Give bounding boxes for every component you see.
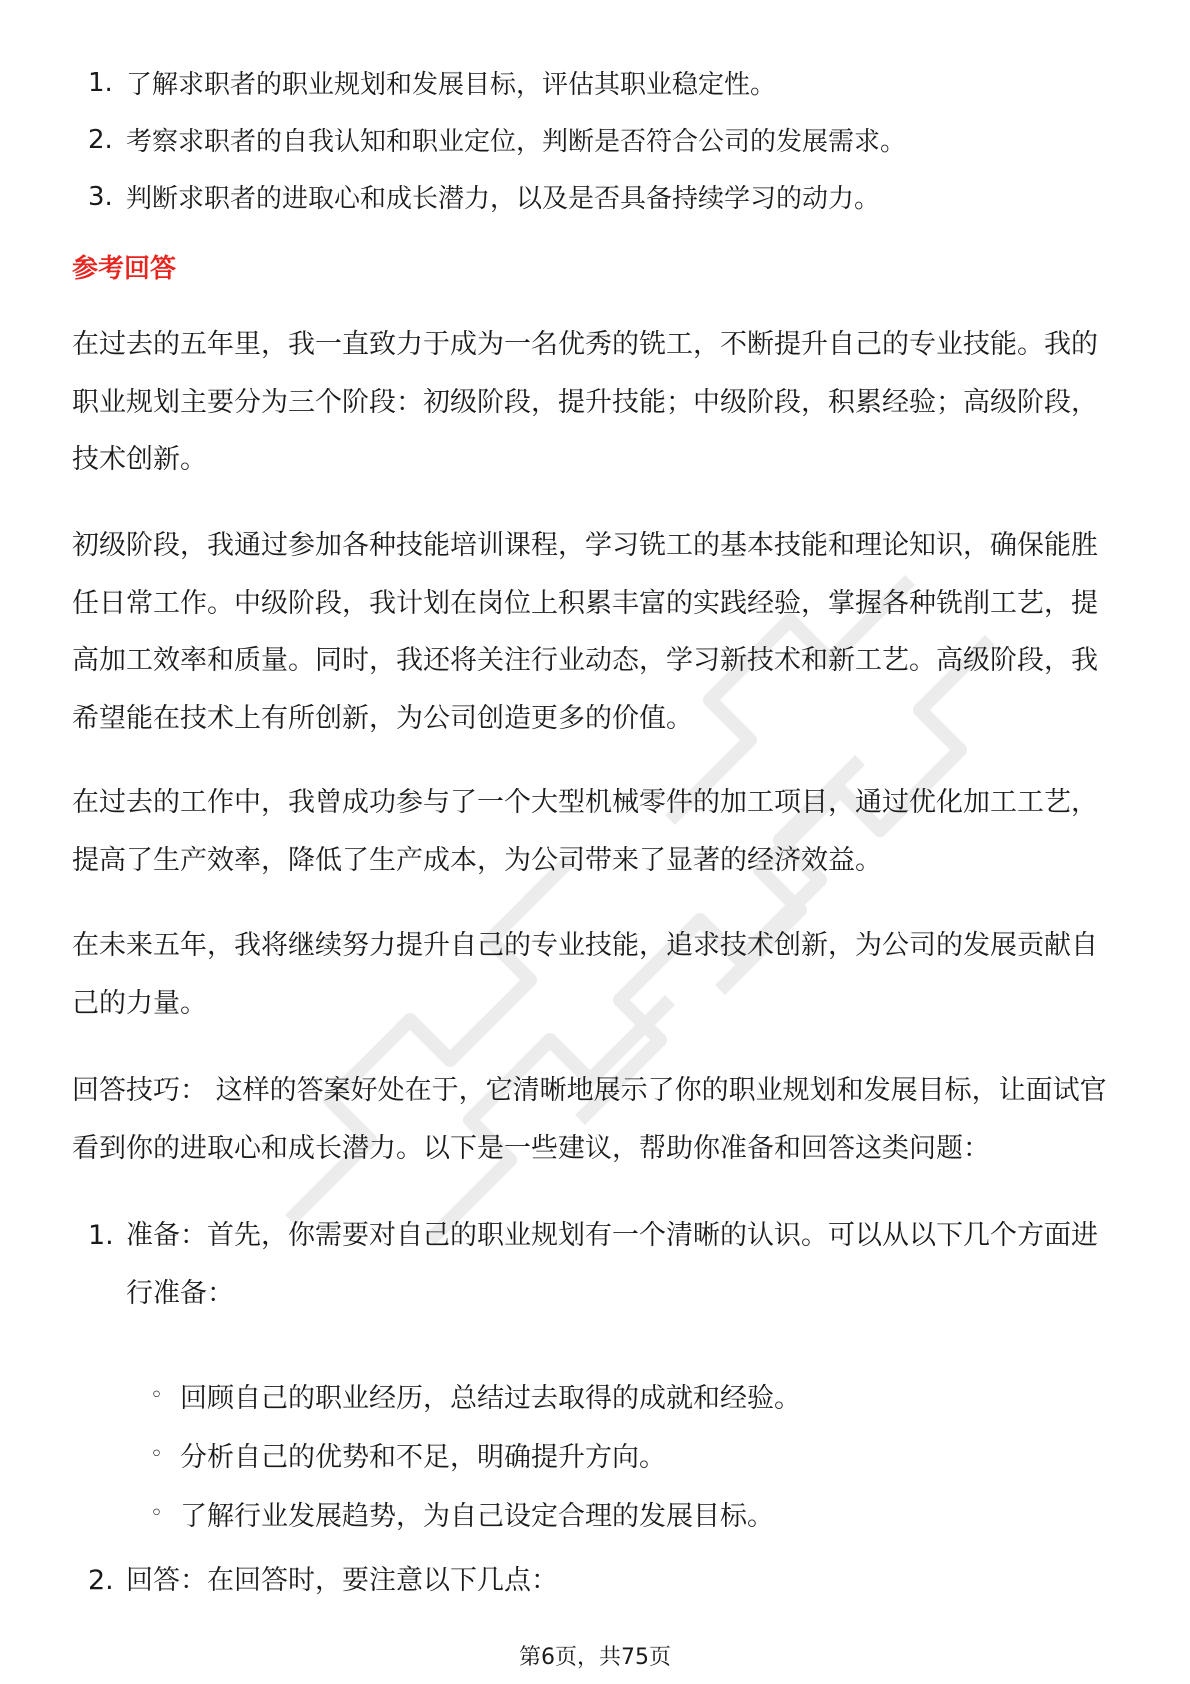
list-number: 2. <box>88 1565 114 1596</box>
list-number: 1. <box>88 67 113 98</box>
list-text: 准备：首先，你需要对自己的职业规划有一个清晰的认识。可以从以下几个方面进行准备： <box>126 1220 1098 1309</box>
objectives-list <box>72 54 1122 225</box>
tips-paragraph: 回答技巧： 这样的答案好处在于，它清晰地展示了你的职业规划和发展目标，让面试官看到你的进取心和成长潜力。以下是一些建议，帮助你准备和回答这类问题： <box>72 1075 1107 1164</box>
list-text: 回答：在回答时，要注意以下几点： <box>126 1565 558 1596</box>
tips-list-item <box>72 1552 1122 1610</box>
bullet-item <box>150 1366 1110 1425</box>
bullet-text: 了解行业发展趋势，为自己设定合理的发展目标。 <box>180 1501 774 1532</box>
bullet-icon: ◦ <box>150 1442 163 1467</box>
list-text: 了解求职者的职业规划和发展目标，评估其职业稳定性。 <box>126 70 777 100</box>
bullet-icon: ◦ <box>150 1383 163 1408</box>
bullet-text: 回顾自己的职业经历，总结过去取得的成就和经验。 <box>180 1383 801 1414</box>
bullet-text: 分析自己的优势和不足，明确提升方向。 <box>180 1442 666 1473</box>
answer-paragraph: 初级阶段，我通过参加各种技能培训课程，学习铣工的基本技能和理论知识，确保能胜任日常工作。中级阶段，我计划在岗位上积累丰富的实践经验，掌握各种铣削工艺，提高加工效率和质量。同时，我还将关注行业动态，学习新技术和新工艺。高级阶段，我希望能在技术上有所创新，为公司创造更多的价值。 <box>72 530 1098 734</box>
list-text: 考察求职者的自我认知和职业定位，判断是否符合公司的发展需求。 <box>126 127 907 157</box>
bullet-icon: ◦ <box>150 1501 163 1526</box>
list-number: 2. <box>88 124 113 155</box>
list-number: 3. <box>88 181 113 212</box>
bullet-item <box>150 1425 1110 1484</box>
list-item <box>72 54 1122 111</box>
list-number: 1. <box>88 1220 114 1251</box>
answer-paragraph: 在过去的五年里，我一直致力于成为一名优秀的铣工，不断提升自己的专业技能。我的职业规划主要分为三个阶段：初级阶段，提升技能；中级阶段，积累经验；高级阶段，技术创新。 <box>72 329 1098 475</box>
list-text: 判断求职者的进取心和成长潜力，以及是否具备持续学习的动力。 <box>126 184 881 214</box>
list-item <box>72 111 1122 168</box>
answer-paragraph: 在未来五年，我将继续努力提升自己的专业技能，追求技术创新，为公司的发展贡献自己的力量。 <box>72 930 1098 1019</box>
page-footer: 第6页，共75页 <box>519 1645 671 1670</box>
list-item <box>72 168 1122 225</box>
answer-paragraph: 在过去的工作中，我曾成功参与了一个大型机械零件的加工项目，通过优化加工工艺，提高了生产效率，降低了生产成本，为公司带来了显著的经济效益。 <box>72 787 1098 876</box>
tips-list-item <box>72 1207 1122 1322</box>
bullet-item <box>150 1484 1110 1543</box>
sub-bullet-list <box>150 1366 1110 1543</box>
section-heading: 参考回答 <box>72 254 177 284</box>
